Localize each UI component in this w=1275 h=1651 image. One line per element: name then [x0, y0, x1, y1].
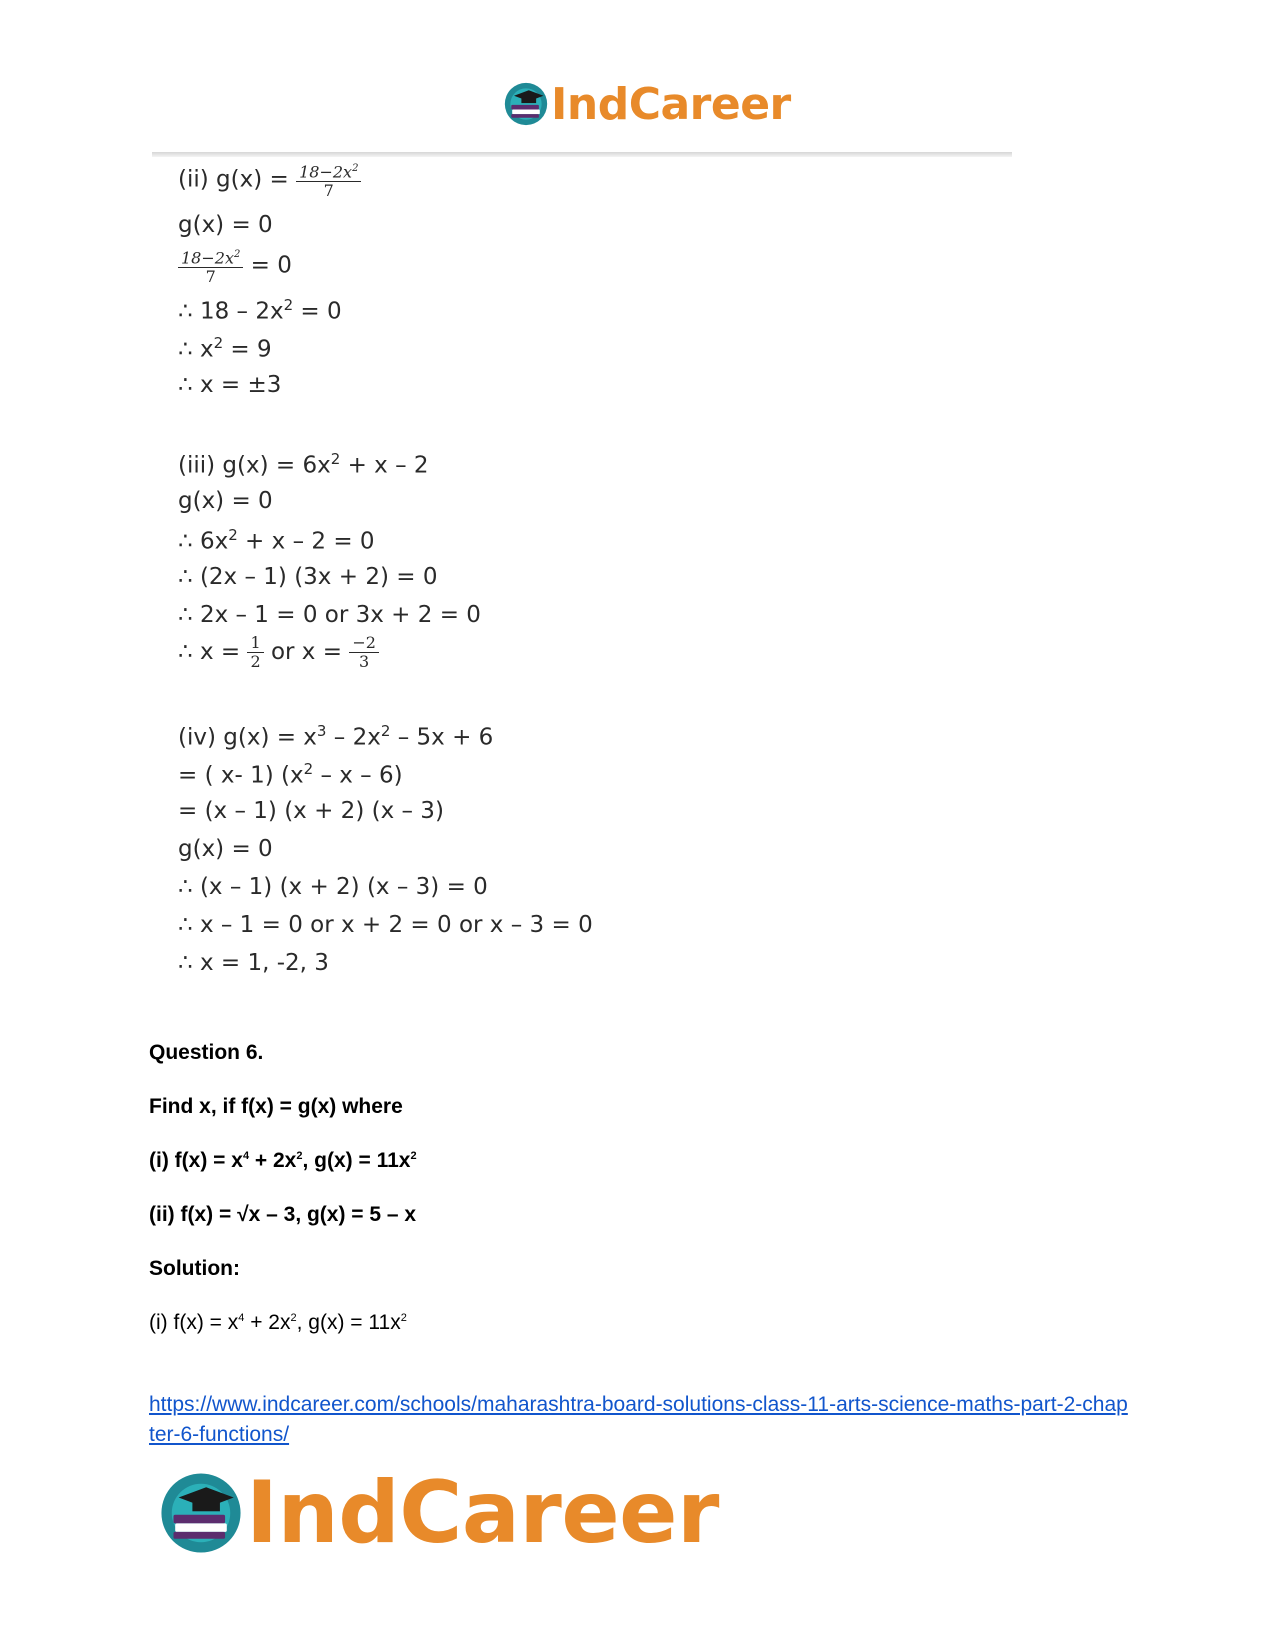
math-line: ∴ x = 1, -2, 3 — [178, 950, 329, 976]
source-link[interactable]: https://www.indcareer.com/schools/maharashtra-board-solutions-class-11-arts-science-maths-part-2-chapter-6-functions/ — [149, 1393, 1128, 1446]
math-line: ∴ $6x^2 + x - 2 = 0$ — [178, 526, 375, 555]
fraction: $\frac{18-2x^2}{7}$ — [296, 160, 361, 200]
brand-name: IndCareer — [551, 78, 791, 130]
math-line: ∴ x = ±3 — [178, 372, 282, 398]
math-line: ∴ 2x – 1 = 0 or 3x + 2 = 0 — [178, 602, 481, 628]
math-line: ∴ $x^2 = 9$ — [178, 334, 272, 363]
part-iv-title: (iv) $g(x) = x^3 - 2x^2 - 5x + 6$ — [178, 722, 494, 751]
math-line: = ( x- 1) ($x^2$ – x – 6) — [178, 760, 403, 789]
fraction: $\frac{18-2x^2}{7}$ — [178, 246, 243, 286]
math-line: ∴ (2x – 1) (3x + 2) = 0 — [178, 564, 438, 590]
math-line: ∴ $18 - 2x^2 = 0$ — [178, 296, 342, 325]
question-heading: Question 6. — [149, 1041, 264, 1064]
graduation-cap-book-icon — [503, 81, 549, 127]
math-line: g(x) = 0 — [178, 836, 273, 862]
math-line: g(x) = 0 — [178, 488, 273, 514]
math-line: $\frac{18-2x^2}{7}$ = 0 — [178, 246, 292, 286]
question-prompt: Find x, if f(x) = g(x) where — [149, 1095, 403, 1118]
indcareer-logo-top — [503, 76, 791, 132]
header-divider — [152, 152, 1012, 157]
part-iii-title: (iii) $g(x) = 6x^2 + x - 2$ — [178, 450, 429, 479]
indcareer-logo-bottom — [158, 1465, 719, 1561]
fraction: $\frac{-2}{3}$ — [349, 634, 379, 671]
solution-part-i: (i) $f(x) = x^4 + 2x^2$, $g(x) = 11x^2$ — [149, 1311, 407, 1334]
math-line: g(x) = 0 — [178, 212, 273, 238]
solution-label: Solution: — [149, 1257, 240, 1280]
question-part-ii: (ii) f(x) = √x – 3, g(x) = 5 – x — [149, 1203, 417, 1226]
math-line: ∴ x – 1 = 0 or x + 2 = 0 or x – 3 = 0 — [178, 912, 593, 938]
fraction: $\frac{1}{2}$ — [247, 634, 263, 671]
question-part-i: (i) $f(x) = x^4 + 2x^2$, $g(x) = 11x^2$ — [149, 1149, 417, 1172]
math-line: ∴ (x – 1) (x + 2) (x – 3) = 0 — [178, 874, 488, 900]
brand-name: IndCareer — [246, 1463, 719, 1563]
graduation-cap-book-icon — [158, 1470, 244, 1556]
math-line: = (x – 1) (x + 2) (x – 3) — [178, 798, 444, 824]
part-ii-title: (ii) g(x) = $\frac{18-2x^2}{7}$ — [178, 160, 361, 200]
math-line: ∴ x = $\frac{1}{2}$ or x = $\frac{-2}{3}$ — [178, 634, 379, 671]
